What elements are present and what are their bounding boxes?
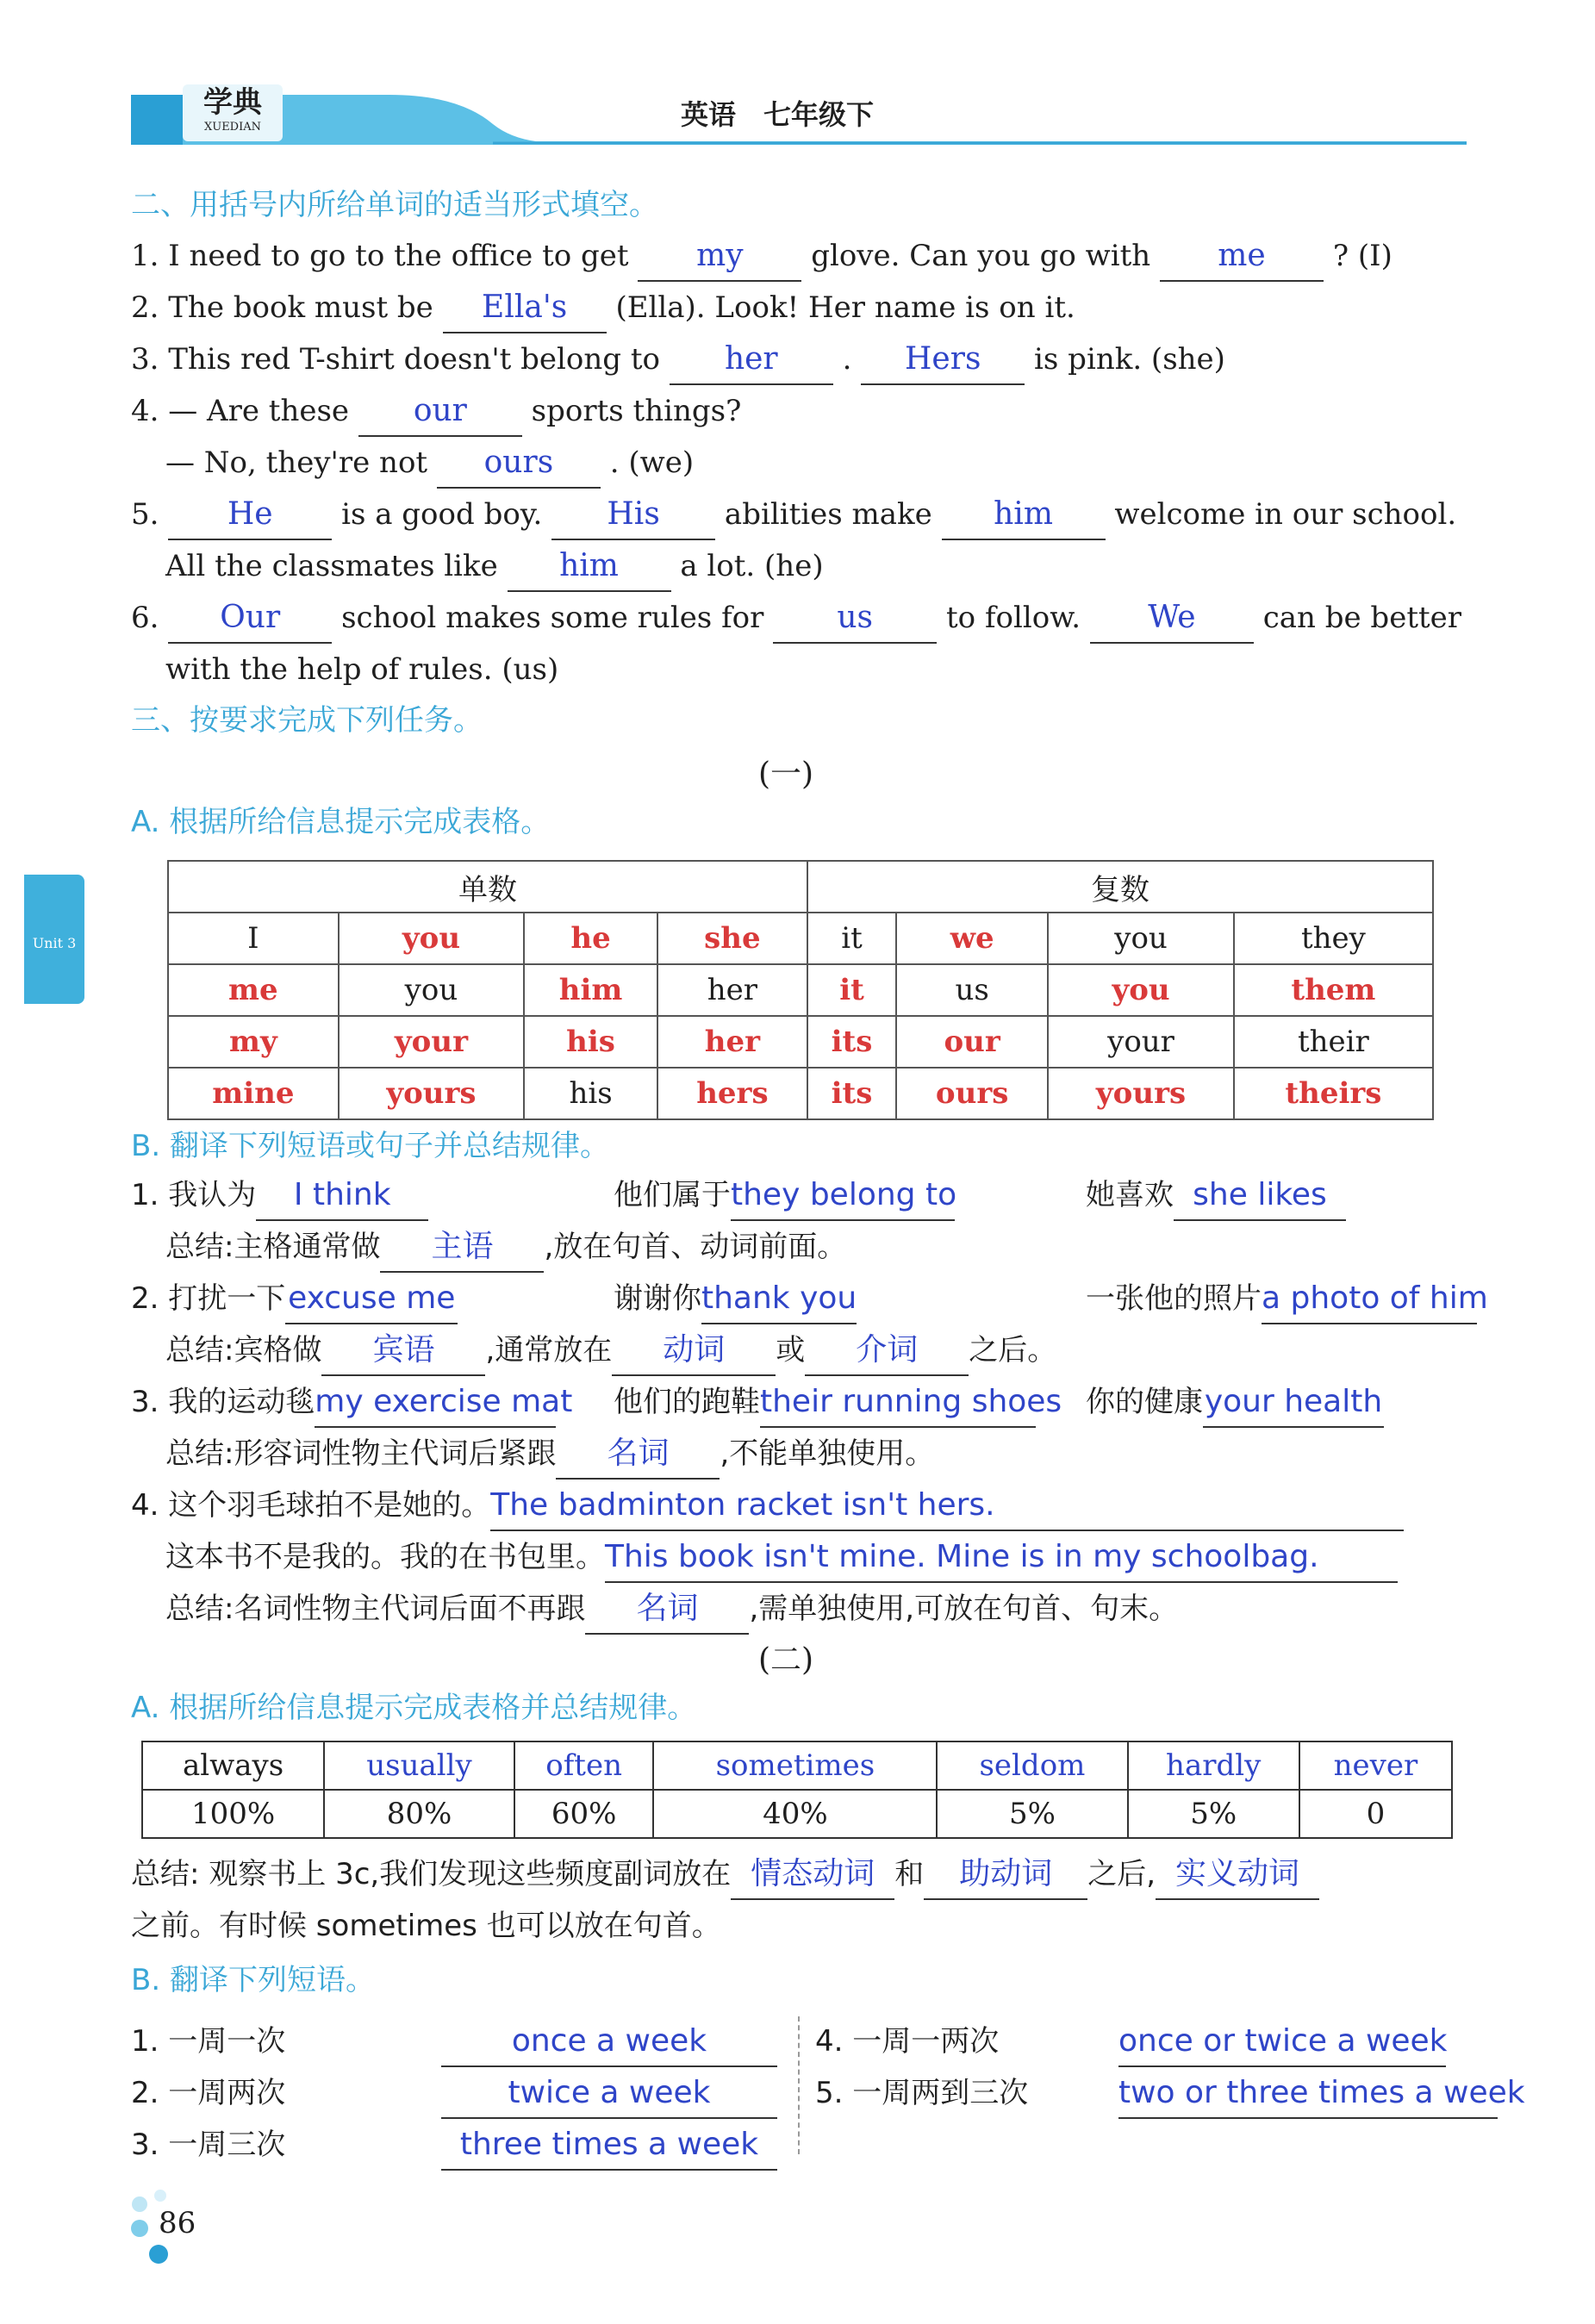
table-cell-answer: we [896, 913, 1048, 964]
b3-q1: 3. 我的运动毯 [131, 1385, 315, 1419]
b4-q1: 4. 这个羽毛球拍不是她的。 [131, 1488, 491, 1523]
table-cell: I [168, 913, 339, 964]
table-row [142, 1790, 1452, 1838]
phrase-2 [131, 2068, 786, 2118]
freq-summary-g: 之前。有时候 sometimes 也可以放在句首。 [131, 1909, 721, 1943]
q3-text-e: is pink. (she) [1034, 342, 1225, 377]
b3-q3: 你的健康 [1086, 1385, 1203, 1419]
frequency-table [141, 1741, 1453, 1839]
q6-line2 [165, 645, 1457, 695]
b3-q3-wrap [1086, 1377, 1384, 1428]
table-row [168, 964, 1433, 1016]
phrase-divider [798, 2016, 800, 2154]
b2-q1: 2. 打扰一下 [131, 1281, 286, 1316]
q1-line [131, 231, 1457, 281]
q6-line1 [131, 593, 1462, 643]
b3-summary [165, 1429, 1457, 1479]
table-cell-answer: your [339, 1016, 525, 1068]
b4-summary-answer: 名词 [585, 1592, 749, 1635]
freq-summary-answer-2: 助动词 [924, 1857, 1087, 1900]
table-cell-answer: often [514, 1741, 654, 1790]
phrase-answer: three times a week [441, 2128, 777, 2171]
table-cell-answer: yours [1048, 1068, 1234, 1119]
b3-q2: 他们的跑鞋 [614, 1385, 760, 1419]
q4-line2 [165, 438, 1457, 488]
q1-text-e: ? (I) [1332, 239, 1393, 273]
phrase-answer: once a week [441, 2024, 777, 2067]
table-cell: it [807, 913, 896, 964]
q5-text-a: 5. [131, 497, 159, 532]
q3-text-a: 3. This red T-shirt doesn't belong to [131, 342, 660, 377]
q5-answer-2: His [551, 497, 715, 540]
table-cell-answer: him [524, 964, 657, 1016]
b2-summary-g: 之后。 [969, 1333, 1057, 1368]
unit-side-tab-label: Unit 3 [32, 935, 77, 951]
table-cell-answer: you [339, 913, 525, 964]
q5-text-g: welcome in our school. [1114, 497, 1457, 532]
pronoun-table [167, 860, 1434, 1120]
b1-q2: 他们属于 [614, 1178, 731, 1212]
b4-line1 [131, 1480, 1457, 1530]
q5-line2 [165, 541, 1457, 591]
b4-line2 [165, 1532, 1457, 1582]
table-cell-answer: her [657, 1016, 807, 1068]
table-cell: 0 [1299, 1790, 1452, 1838]
q1-text-a: 1. I need to go to the office to get [131, 239, 629, 273]
header-title: 英语 七年级下 [681, 98, 875, 131]
section2-title: 二、用括号内所给单词的适当形式填空。 [131, 188, 658, 222]
table-cell-answer: seldom [937, 1741, 1127, 1790]
b4-summary [165, 1584, 1457, 1634]
q6-text-a: 6. [131, 601, 159, 635]
q5-line1 [131, 489, 1457, 539]
table-cell-answer: yours [339, 1068, 525, 1119]
b2-summary-e: 或 [776, 1333, 806, 1368]
b1-answer-2: they belong to [731, 1178, 955, 1221]
table-cell-answer: sometimes [653, 1741, 937, 1790]
q2-text-c: (Ella). Look! Her name is on it. [615, 290, 1075, 325]
b1-summary-a: 总结:主格通常做 [165, 1230, 381, 1264]
b3-q2-wrap [614, 1377, 1062, 1428]
table-cell: their [1234, 1016, 1433, 1068]
b2-q2: 谢谢你 [614, 1281, 701, 1316]
q6-text-g: can be better [1262, 601, 1462, 635]
table-cell: your [1048, 1016, 1234, 1068]
table-cell-answer: she [657, 913, 807, 964]
singular-header: 单数 [168, 861, 807, 913]
q3-answer-1: her [670, 342, 833, 385]
q6-answer-2: us [773, 601, 937, 644]
q1-text-c: glove. Can you go with [811, 239, 1151, 273]
q1-answer-2: me [1160, 239, 1324, 282]
phrase-answer: once or twice a week [1118, 2024, 1446, 2067]
table-cell: us [896, 964, 1048, 1016]
table-cell-answer: his [524, 1016, 657, 1068]
b3-answer-1: my exercise mat [315, 1385, 556, 1428]
q4-line1 [131, 386, 1457, 436]
b2-q3-wrap [1086, 1274, 1488, 1324]
table-cell-answer: ours [896, 1068, 1048, 1119]
freq-summary-e: 之后, [1087, 1857, 1156, 1891]
part1-label: (一) [758, 757, 814, 792]
table-cell-answer: its [807, 1016, 896, 1068]
part1-A-title: A. 根据所给信息提示完成表格。 [131, 805, 551, 839]
phrase-question: 5. 一周两到三次 [815, 2076, 1029, 2110]
section3-title: 三、按要求完成下列任务。 [131, 703, 483, 738]
table-cell: 40% [653, 1790, 937, 1838]
freq-summary-answer-3: 实义动词 [1156, 1857, 1319, 1900]
freq-summary-line2 [131, 1901, 1457, 1951]
b1-answer-3: she likes [1174, 1178, 1346, 1221]
plural-header: 复数 [807, 861, 1433, 913]
freq-summary-answer-1: 情态动词 [731, 1857, 894, 1900]
phrase-1 [131, 2016, 786, 2066]
table-cell: they [1234, 913, 1433, 964]
table-cell-answer: hardly [1128, 1741, 1299, 1790]
q5-text-h: All the classmates like [165, 549, 498, 583]
table-cell-answer: never [1299, 1741, 1452, 1790]
q5-answer-3: him [942, 497, 1106, 540]
q5-answer-4: him [508, 549, 671, 592]
table-cell-answer: them [1234, 964, 1433, 1016]
q5-text-j: a lot. (he) [680, 549, 824, 583]
q3-text-c: . [842, 342, 852, 377]
b3-summary-a: 总结:形容词性物主代词后紧跟 [165, 1436, 557, 1471]
freq-summary-a: 总结: 观察书上 3c,我们发现这些频度副词放在 [131, 1857, 732, 1891]
q4-answer-1: our [358, 394, 522, 437]
table-cell-answer: theirs [1234, 1068, 1433, 1119]
b1-q2-wrap [614, 1170, 955, 1221]
b2-summary [165, 1325, 1457, 1375]
b1-q3-wrap [1086, 1170, 1346, 1221]
q5-text-e: abilities make [724, 497, 932, 532]
phrase-5 [815, 2068, 1525, 2118]
table-row [168, 1016, 1433, 1068]
q2-text-a: 2. The book must be [131, 290, 433, 325]
table-row [168, 1068, 1433, 1119]
b1-q1: 1. 我认为 [131, 1178, 257, 1212]
q3-answer-2: Hers [861, 342, 1025, 385]
part2-B-title: B. 翻译下列短语。 [131, 1963, 375, 1997]
q6-text-h: with the help of rules. (us) [165, 652, 559, 687]
b2-line1 [131, 1274, 1488, 1324]
q4-answer-2: ours [437, 445, 601, 489]
table-cell: 100% [142, 1790, 324, 1838]
q6-answer-3: We [1090, 601, 1254, 644]
table-cell-answer: my [168, 1016, 339, 1068]
phrase-answer: two or three times a week [1118, 2076, 1498, 2119]
phrase-question: 3. 一周三次 [131, 2128, 286, 2162]
b2-summary-answer-2: 动词 [612, 1333, 776, 1376]
b2-q3: 一张他的照片 [1086, 1281, 1262, 1316]
table-cell-answer: he [524, 913, 657, 964]
b4-summary-c: ,需单独使用,可放在句首、句末。 [749, 1592, 1179, 1626]
b2-summary-c: ,通常放在 [485, 1333, 613, 1368]
q2-line [131, 283, 1457, 333]
table-cell: her [657, 964, 807, 1016]
logo-en: XUEDIAN [203, 121, 262, 134]
logo-box [183, 84, 283, 141]
phrase-4 [815, 2016, 1457, 2066]
table-cell-answer: you [1048, 964, 1234, 1016]
table-cell-answer: its [807, 1068, 896, 1119]
table-cell-answer: mine [168, 1068, 339, 1119]
table-cell: his [524, 1068, 657, 1119]
b3-summary-c: ,不能单独使用。 [720, 1436, 935, 1471]
q6-text-e: to follow. [946, 601, 1081, 635]
q6-text-c: school makes some rules for [341, 601, 764, 635]
table-cell: 60% [514, 1790, 654, 1838]
q5-text-c: is a good boy. [341, 497, 543, 532]
q6-answer-1: Our [168, 601, 332, 644]
q4-text-f: . (we) [609, 445, 695, 480]
b4-summary-a: 总结:名词性物主代词后面不再跟 [165, 1592, 586, 1626]
b2-answer-3: a photo of him [1262, 1281, 1477, 1324]
table-row [142, 1741, 1452, 1790]
b1-line1 [131, 1170, 1457, 1220]
b4-q2: 这本书不是我的。我的在书包里。 [165, 1540, 605, 1574]
b2-q2-wrap [614, 1274, 857, 1324]
freq-summary-line1 [131, 1849, 1457, 1899]
phrase-question: 4. 一周一两次 [815, 2024, 1000, 2059]
phrase-answer: twice a week [441, 2076, 777, 2119]
table-cell: 5% [937, 1790, 1127, 1838]
table-cell: you [339, 964, 525, 1016]
phrase-question: 2. 一周两次 [131, 2076, 286, 2110]
b1-summary-answer: 主语 [380, 1230, 544, 1273]
logo-cn: 学典 [203, 85, 262, 120]
q5-answer-1: He [168, 497, 332, 540]
b3-answer-2: their running shoes [760, 1385, 1036, 1428]
phrase-question: 1. 一周一次 [131, 2024, 286, 2059]
b3-answer-3: your health [1203, 1385, 1384, 1428]
table-cell-answer: our [896, 1016, 1048, 1068]
b4-answer-1: The badminton racket isn't hers. [490, 1488, 1404, 1531]
b1-summary-c: ,放在句首、动词前面。 [544, 1230, 847, 1264]
part2-label: (二) [758, 1642, 814, 1678]
table-cell-answer: me [168, 964, 339, 1016]
b1-answer-1: I think [256, 1178, 428, 1221]
part1-B-title: B. 翻译下列短语或句子并总结规律。 [131, 1129, 609, 1163]
b1-q3: 她喜欢 [1086, 1178, 1174, 1212]
table-cell-answer: hers [657, 1068, 807, 1119]
part2-A-title: A. 根据所给信息提示完成表格并总结规律。 [131, 1691, 697, 1725]
q4-text-c: sports things? [531, 394, 742, 428]
phrase-3 [131, 2120, 786, 2170]
table-row [168, 913, 1433, 964]
q4-text-d: — No, they're not [165, 445, 428, 480]
table-cell-answer: it [807, 964, 896, 1016]
b2-answer-1: excuse me [285, 1281, 458, 1324]
b1-summary [165, 1222, 1457, 1272]
table-cell: 80% [324, 1790, 514, 1838]
q1-answer-1: my [638, 239, 801, 282]
table-cell-answer: usually [324, 1741, 514, 1790]
page-number: 86 [159, 2206, 196, 2240]
freq-summary-c: 和 [894, 1857, 925, 1891]
table-cell: you [1048, 913, 1234, 964]
q4-text-a: 4. — Are these [131, 394, 350, 428]
unit-side-tab [24, 875, 84, 1004]
b4-answer-2: This book isn't mine. Mine is in my schoolbag. [605, 1540, 1398, 1583]
b2-summary-answer-3: 介词 [805, 1333, 969, 1376]
q2-answer: Ella's [443, 290, 607, 333]
b2-summary-answer-1: 宾语 [321, 1333, 485, 1376]
q3-line [131, 334, 1457, 384]
table-cell: always [142, 1741, 324, 1790]
b3-line1 [131, 1377, 1457, 1427]
b2-summary-a: 总结:宾格做 [165, 1333, 322, 1368]
table-cell: 5% [1128, 1790, 1299, 1838]
b2-answer-2: thank you [701, 1281, 857, 1324]
b3-summary-answer: 名词 [556, 1436, 720, 1480]
